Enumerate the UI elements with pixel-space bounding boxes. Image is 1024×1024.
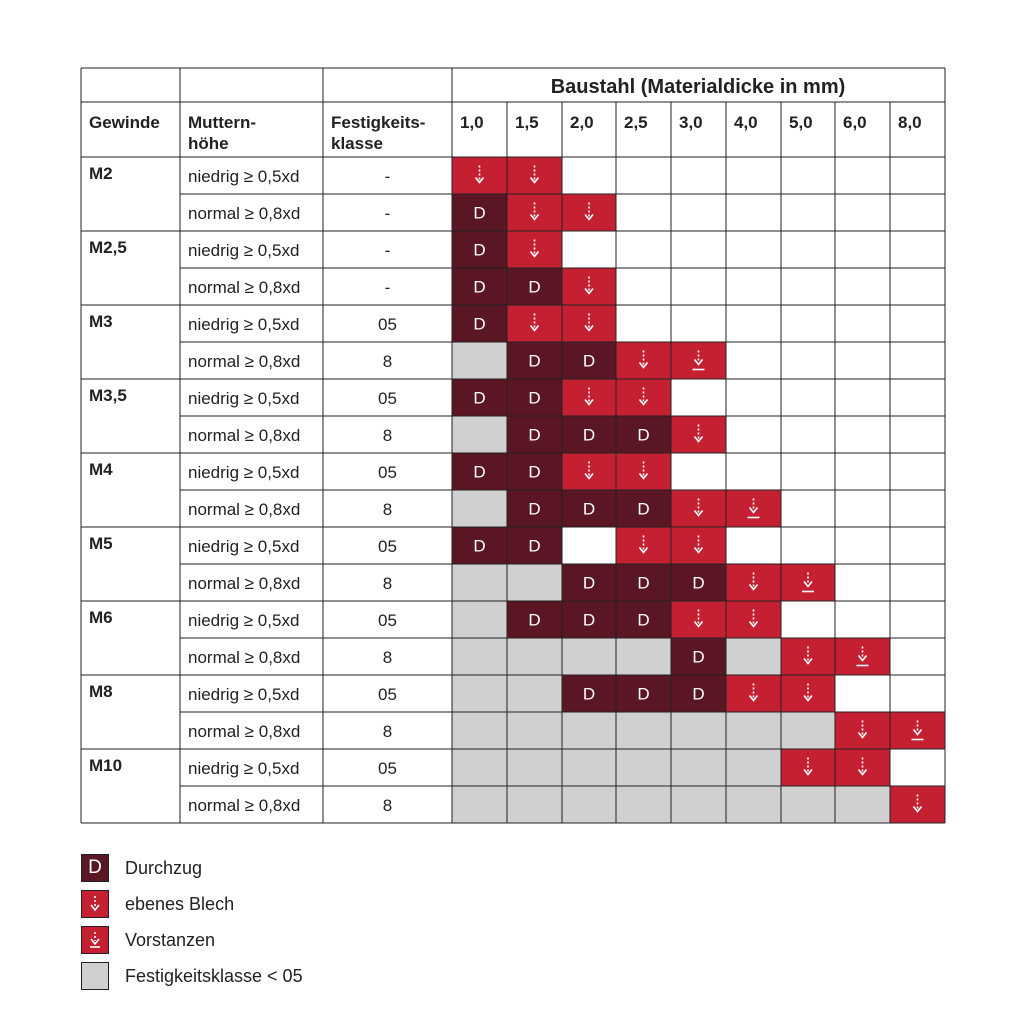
durchzug-symbol: D <box>473 388 486 408</box>
mutternhoehe-label: normal ≥ 0,8xd <box>188 204 301 223</box>
thickness-header: 6,0 <box>843 113 867 132</box>
durchzug-symbol: D <box>637 573 650 593</box>
festigkeitsklasse-label: 8 <box>382 648 393 667</box>
legend <box>81 850 303 994</box>
durchzug-symbol: D <box>637 499 650 519</box>
festigkeitsklasse-label: 8 <box>382 426 393 445</box>
gewinde-label: M4 <box>89 460 113 479</box>
legend-label-blech: ebenes Blech <box>125 893 235 914</box>
cell-festigkeitsklasse <box>507 786 562 823</box>
cell-festigkeitsklasse <box>452 601 507 638</box>
legend-item-blech <box>81 886 303 922</box>
gewinde-label: M5 <box>89 534 113 553</box>
mutternhoehe-label: normal ≥ 0,8xd <box>188 574 301 593</box>
cell-festigkeitsklasse <box>616 638 671 675</box>
festigkeitsklasse-label: 8 <box>382 352 393 371</box>
mutternhoehe-label: normal ≥ 0,8xd <box>188 278 301 297</box>
festigkeitsklasse-label: - <box>384 204 391 223</box>
durchzug-symbol: D <box>528 277 541 297</box>
durchzug-symbol: D <box>528 499 541 519</box>
festigkeitsklasse-label: 05 <box>378 315 397 334</box>
header-festigkeit-line1: Festigkeits- <box>331 113 426 132</box>
festigkeitsklasse-label: - <box>384 241 391 260</box>
thickness-header: 2,0 <box>570 113 594 132</box>
mutternhoehe-label: normal ≥ 0,8xd <box>188 648 301 667</box>
cell-festigkeitsklasse <box>562 712 616 749</box>
cell-festigkeitsklasse <box>616 786 671 823</box>
cell-festigkeitsklasse <box>726 712 781 749</box>
festigkeitsklasse-label: 05 <box>378 537 397 556</box>
durchzug-symbol: D <box>473 240 486 260</box>
thickness-header: 1,5 <box>515 113 539 132</box>
durchzug-symbol: D <box>692 684 705 704</box>
festigkeitsklasse-label: - <box>384 167 391 186</box>
cell-festigkeitsklasse <box>726 749 781 786</box>
cell-festigkeitsklasse <box>781 712 835 749</box>
durchzug-symbol: D <box>692 573 705 593</box>
festigkeitsklasse-label: 8 <box>382 500 393 519</box>
thickness-header: 4,0 <box>734 113 758 132</box>
festigkeitsklasse-label: 05 <box>378 389 397 408</box>
festigkeitsklasse-label: 8 <box>382 722 393 741</box>
mutternhoehe-label: normal ≥ 0,8xd <box>188 722 301 741</box>
header-festigkeit-line2: klasse <box>331 134 383 153</box>
cell-festigkeitsklasse <box>726 786 781 823</box>
cell-festigkeitsklasse <box>671 749 726 786</box>
mutternhoehe-label: normal ≥ 0,8xd <box>188 352 301 371</box>
legend-item-vorstanzen <box>81 922 303 958</box>
cell-festigkeitsklasse <box>835 786 890 823</box>
festigkeitsklasse-label: 05 <box>378 463 397 482</box>
durchzug-symbol: D <box>582 351 596 371</box>
cell-festigkeitsklasse <box>671 712 726 749</box>
mutternhoehe-label: niedrig ≥ 0,5xd <box>188 685 300 704</box>
cell-festigkeitsklasse <box>452 564 507 601</box>
cell-festigkeitsklasse <box>507 675 562 712</box>
festigkeitsklasse-label: 05 <box>378 759 397 778</box>
durchzug-symbol: D <box>528 425 541 445</box>
cell-festigkeitsklasse <box>616 712 671 749</box>
cell-festigkeitsklasse <box>562 638 616 675</box>
legend-swatch-blech <box>81 890 109 918</box>
cell-festigkeitsklasse <box>562 786 616 823</box>
legend-swatch-durchzug: D <box>81 854 109 882</box>
cell-festigkeitsklasse <box>726 638 781 675</box>
festigkeitsklasse-label: 8 <box>382 574 393 593</box>
cell-festigkeitsklasse <box>452 712 507 749</box>
mutternhoehe-label: niedrig ≥ 0,5xd <box>188 389 300 408</box>
durchzug-symbol: D <box>473 277 486 297</box>
cell-festigkeitsklasse <box>781 786 835 823</box>
mutternhoehe-label: niedrig ≥ 0,5xd <box>188 241 300 260</box>
legend-label-vorstanzen: Vorstanzen <box>125 929 216 950</box>
gewinde-label: M10 <box>89 756 123 775</box>
durchzug-symbol: D <box>637 684 650 704</box>
thickness-header: 5,0 <box>789 113 813 132</box>
mutternhoehe-label: niedrig ≥ 0,5xd <box>188 759 300 778</box>
thickness-header: 2,5 <box>624 113 648 132</box>
durchzug-symbol: D <box>528 388 541 408</box>
header-mutter-line2: höhe <box>188 134 229 153</box>
header-gewinde: Gewinde <box>89 113 160 132</box>
legend-item-festigkeit <box>81 958 303 994</box>
dashed-arrow-underline-icon <box>88 931 102 949</box>
durchzug-symbol: D <box>582 610 596 630</box>
mutternhoehe-label: normal ≥ 0,8xd <box>188 500 301 519</box>
durchzug-symbol: D <box>528 462 541 482</box>
durchzug-symbol: D <box>692 647 705 667</box>
durchzug-symbol: D <box>528 351 541 371</box>
cell-festigkeitsklasse <box>507 564 562 601</box>
mutternhoehe-label: niedrig ≥ 0,5xd <box>188 463 300 482</box>
gewinde-label: M2,5 <box>89 238 127 257</box>
cell-festigkeitsklasse <box>562 749 616 786</box>
gewinde-label: M2 <box>89 164 113 183</box>
mutternhoehe-label: niedrig ≥ 0,5xd <box>188 611 300 630</box>
cell-festigkeitsklasse <box>507 712 562 749</box>
durchzug-symbol: D <box>473 462 486 482</box>
festigkeitsklasse-label: 05 <box>378 611 397 630</box>
cell-festigkeitsklasse <box>452 786 507 823</box>
legend-swatch-festigkeit <box>81 962 109 990</box>
festigkeitsklasse-label: 05 <box>378 685 397 704</box>
durchzug-symbol: D <box>582 573 596 593</box>
legend-label-festigkeit: Festigkeitsklasse < 05 <box>125 965 303 986</box>
mutternhoehe-label: niedrig ≥ 0,5xd <box>188 537 300 556</box>
thickness-header: 3,0 <box>679 113 703 132</box>
durchzug-symbol: D <box>473 203 486 223</box>
cell-festigkeitsklasse <box>671 786 726 823</box>
cell-festigkeitsklasse <box>452 490 507 527</box>
durchzug-symbol: D <box>528 610 541 630</box>
cell-festigkeitsklasse <box>452 416 507 453</box>
cell-festigkeitsklasse <box>452 675 507 712</box>
durchzug-symbol: D <box>473 536 486 556</box>
dashed-arrow-icon <box>88 895 102 913</box>
cell-festigkeitsklasse <box>452 749 507 786</box>
mutternhoehe-label: niedrig ≥ 0,5xd <box>188 167 300 186</box>
gewinde-label: M8 <box>89 682 113 701</box>
mutternhoehe-label: niedrig ≥ 0,5xd <box>188 315 300 334</box>
legend-label-durchzug: Durchzug <box>125 857 203 878</box>
legend-item-durchzug <box>81 850 303 886</box>
durchzug-symbol: D <box>582 425 596 445</box>
gewinde-label: M3 <box>89 312 113 331</box>
legend-swatch-vorstanzen <box>81 926 109 954</box>
thickness-header: 8,0 <box>898 113 922 132</box>
durchzug-symbol: D <box>582 684 596 704</box>
durchzug-symbol: D <box>582 499 596 519</box>
festigkeitsklasse-label: 8 <box>382 796 393 815</box>
thickness-header: 1,0 <box>460 113 484 132</box>
durchzug-symbol: D <box>528 536 541 556</box>
gewinde-label: M3,5 <box>89 386 127 405</box>
mutternhoehe-label: normal ≥ 0,8xd <box>188 796 301 815</box>
mutternhoehe-label: normal ≥ 0,8xd <box>188 426 301 445</box>
cell-festigkeitsklasse <box>507 638 562 675</box>
header-mutter-line1: Muttern- <box>188 113 256 132</box>
durchzug-symbol: D <box>637 610 650 630</box>
cell-festigkeitsklasse <box>452 638 507 675</box>
durchzug-symbol: D <box>473 314 486 334</box>
cell-festigkeitsklasse <box>452 342 507 379</box>
durchzug-symbol: D <box>637 425 650 445</box>
cell-festigkeitsklasse <box>507 749 562 786</box>
header-baustahl: Baustahl (Materialdicke in mm) <box>550 76 846 98</box>
cell-festigkeitsklasse <box>616 749 671 786</box>
gewinde-label: M6 <box>89 608 113 627</box>
festigkeitsklasse-label: - <box>384 278 391 297</box>
